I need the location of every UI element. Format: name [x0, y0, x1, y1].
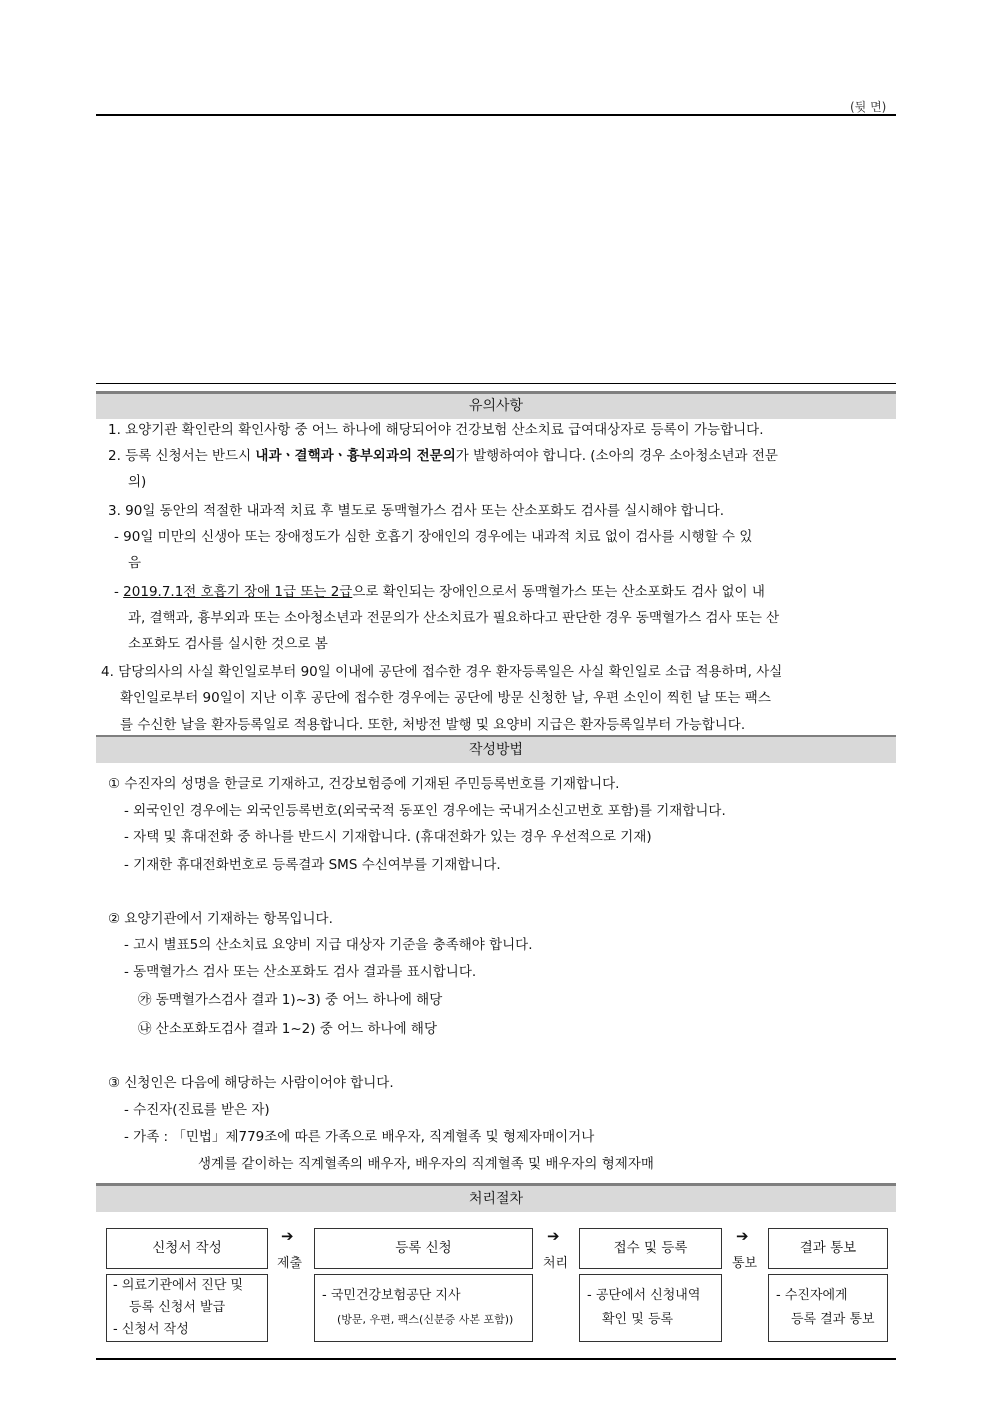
note-item-4: 4. 담당의사의 사실 확인일로부터 90일 이내에 공단에 접수한 경우 환자등록일은 사실 확인일로 소급 적용하며, 사실 — [101, 664, 783, 680]
method-step-2-b1: ㉮ 동맥혈가스검사 결과 1)~3) 중 어느 하나에 해당 — [138, 992, 443, 1008]
arrow-right-icon: ➔ — [736, 1227, 749, 1245]
process-desc-2-line2: (방문, 우편, 팩스(신분증 사본 포함)) — [337, 1313, 514, 1326]
method-step-3-a: - 수진자(진료를 받은 자) — [124, 1102, 270, 1118]
note-item-3-sub2-cont1: 과, 결핵과, 흉부외과 또는 소아청소년과 전문의가 산소치료가 필요하다고 판단한 경우 동맥혈가스 검사 또는 산 — [128, 610, 780, 626]
method-step-2-b: - 동맥혈가스 검사 또는 산소포화도 검사 결과를 표시합니다. — [124, 964, 477, 980]
top-rule — [96, 114, 896, 116]
process-desc-3-line1: - 공단에서 신청내역 — [587, 1288, 701, 1303]
method-step-2-a: - 고시 별표5의 산소치료 요양비 지급 대상자 기준을 충족해야 합니다. — [124, 937, 533, 953]
note-item-3-sub2-cont2: 소포화도 검사를 실시한 것으로 봄 — [128, 636, 328, 652]
method-step-1: ① 수진자의 성명을 한글로 기재하고, 건강보험증에 기재된 주민등록번호를 기재합니다. — [108, 776, 620, 792]
notes-top-rule — [96, 383, 896, 384]
process-desc-2 — [314, 1274, 533, 1342]
notes-title: 유의사항 — [468, 398, 524, 414]
note-item-2-cont: 의) — [128, 474, 147, 490]
method-step-3: ③ 신청인은 다음에 해당하는 사람이어야 합니다. — [108, 1075, 394, 1091]
note-item-3-sub1-cont: 음 — [128, 555, 142, 571]
note-item-3-sub2 — [114, 583, 765, 601]
process-step-register-request — [314, 1228, 533, 1269]
note-item-2-post: 가 발행하여야 합니다. (소아의 경우 소아청소년과 전문 — [455, 448, 778, 464]
method-step-1-b: - 자택 및 휴대전화 중 하나를 반드시 기재합니다. (휴대전화가 있는 경우 우선적으로 기재) — [124, 829, 652, 845]
process-step-4-label: 결과 통보 — [799, 1240, 857, 1256]
note-item-2 — [108, 447, 778, 465]
note-item-3-sub2-rest: 으로 확인되는 장애인으로서 동맥혈가스 또는 산소포화도 검사 없이 내 — [352, 584, 765, 600]
note-item-3-sub1: - 90일 미만의 신생아 또는 장애정도가 심한 호흡기 장애인의 경우에는 내과적 치료 없이 검사를 시행할 수 있 — [114, 529, 753, 545]
note-item-2-bold: 내과ㆍ결핵과ㆍ흉부외과의 전문의 — [255, 448, 456, 464]
process-desc-1-line1: - 의료기관에서 진단 및 — [113, 1278, 244, 1293]
process-step-3-label: 접수 및 등록 — [613, 1240, 688, 1256]
process-step-1-label: 신청서 작성 — [152, 1240, 222, 1256]
process-step-receive-register — [579, 1228, 722, 1269]
arrow-1-label: 제출 — [277, 1256, 303, 1271]
process-step-2-label: 등록 신청 — [395, 1240, 452, 1256]
process-desc-1 — [106, 1274, 268, 1342]
process-step-apply-form — [106, 1228, 268, 1269]
process-step-result-notice — [768, 1228, 888, 1269]
arrow-2-label: 처리 — [543, 1256, 569, 1271]
process-desc-1-line3: - 신청서 작성 — [113, 1322, 189, 1337]
process-desc-4-line1: - 수진자에게 — [776, 1288, 848, 1303]
method-step-1-c: - 기재한 휴대전화번호로 등록결과 SMS 수신여부를 기재합니다. — [124, 857, 501, 873]
note-item-3: 3. 90일 동안의 적절한 내과적 치료 후 별도로 동맥혈가스 검사 또는 산소포화도 검사를 실시해야 합니다. — [108, 503, 725, 519]
process-desc-3-line2: 확인 및 등록 — [602, 1312, 674, 1327]
arrow-3-label: 통보 — [732, 1256, 758, 1271]
process-desc-4-line2: 등록 결과 통보 — [791, 1312, 875, 1327]
arrow-right-icon: ➔ — [281, 1227, 294, 1245]
notes-header — [96, 391, 896, 419]
note-item-1: 1. 요양기관 확인란의 확인사항 중 어느 하나에 해당되어야 건강보험 산소치료 급여대상자로 등록이 가능합니다. — [108, 422, 764, 438]
process-desc-1-line2: 등록 신청서 발급 — [129, 1300, 226, 1315]
process-title: 처리절차 — [468, 1191, 524, 1207]
page-side-label: (뒷 면) — [850, 100, 887, 114]
method-step-3-b: - 가족 : 「민법」제779조에 따른 가족으로 배우자, 직계혈족 및 형제자매이거나 — [124, 1129, 595, 1145]
method-title: 작성방법 — [468, 742, 524, 758]
note-item-3-sub2-dash: - — [114, 584, 124, 600]
method-step-2-b2: ㉯ 산소포화도검사 결과 1~2) 중 어느 하나에 해당 — [138, 1021, 437, 1037]
method-step-2: ② 요양기관에서 기재하는 항목입니다. — [108, 911, 333, 927]
method-step-1-a: - 외국인인 경우에는 외국인등록번호(외국국적 동포인 경우에는 국내거소신고번호 포함)를 기재합니다. — [124, 803, 726, 819]
note-item-2-pre: 2. 등록 신청서는 반드시 — [108, 448, 256, 464]
note-item-4-cont1: 확인일로부터 90일이 지난 이후 공단에 접수한 경우에는 공단에 방문 신청한 날, 우편 소인이 찍힌 날 또는 팩스 — [120, 690, 771, 706]
arrow-right-icon: ➔ — [547, 1227, 560, 1245]
process-desc-4 — [768, 1274, 888, 1342]
method-step-3-b-cont: 생계를 같이하는 직계혈족의 배우자, 배우자의 직계혈족 및 배우자의 형제자매 — [198, 1156, 654, 1172]
note-item-3-sub2-underlined: 2019.7.1전 호흡기 장애 1급 또는 2급 — [123, 584, 353, 600]
process-desc-2-line1: - 국민건강보험공단 지사 — [322, 1288, 461, 1303]
process-header — [96, 1183, 896, 1212]
process-desc-3 — [579, 1274, 722, 1342]
note-item-4-cont2: 를 수신한 날을 환자등록일로 적용합니다. 또한, 처방전 발행 및 요양비 지급은 환자등록일부터 가능합니다. — [120, 717, 746, 733]
method-header — [96, 735, 896, 763]
bottom-rule — [96, 1358, 896, 1360]
